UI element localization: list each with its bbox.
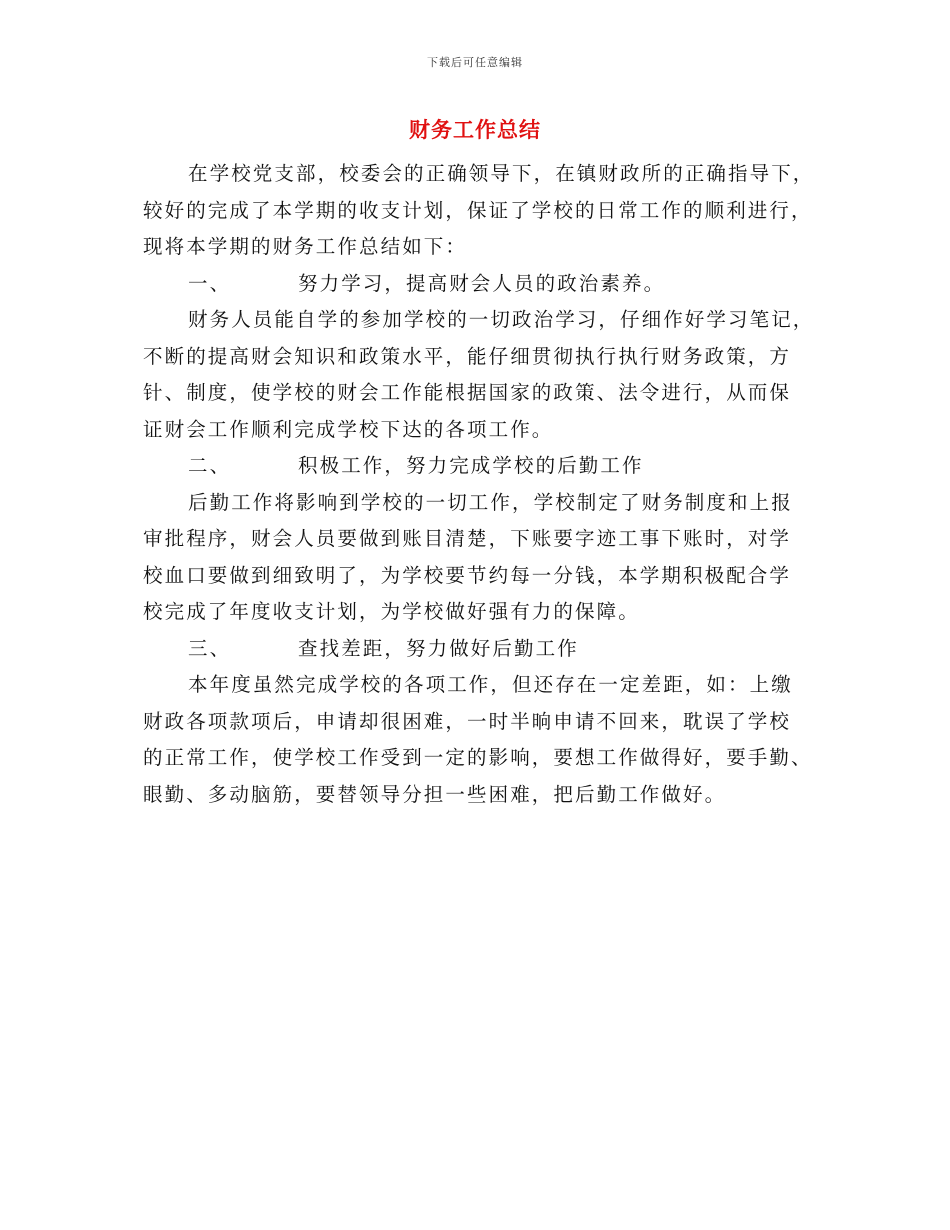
section-heading-text: 积极工作，努力完成学校的后勤工作 <box>298 454 644 477</box>
line-text: 证财会工作顺利完成学校下达的各项工作。 <box>143 417 554 441</box>
line-text: 较好的完成了本学期的收支计划，保证了学校的日常工作的顺利进行， <box>143 198 813 222</box>
line-text: 审批程序，财会人员要做到账目清楚，下账要字迹工事下账时，对学 <box>143 527 792 550</box>
line-text: 校血口要做到细致明了，为学校要节约每一分钱，本学期积极配合学 <box>143 563 792 587</box>
line-text: 的正常工作，使学校工作受到一定的影响，要想工作做得好，要手勤、 <box>143 746 813 769</box>
page-header-note: 下载后可任意编辑 <box>427 56 523 69</box>
section-number: 一、 <box>188 271 232 295</box>
body-text-line <box>143 375 815 412</box>
body-text-line <box>143 412 815 449</box>
line-text: 财政各项款项后，申请却很困难，一时半晌申请不回来，耽误了学校 <box>143 709 792 733</box>
body-text-line <box>143 777 815 814</box>
document-title: 财务工作总结 <box>409 118 541 142</box>
body-text-line <box>143 229 815 266</box>
body-text-line <box>143 156 815 193</box>
body-text-line <box>143 302 815 339</box>
section-heading <box>143 266 815 303</box>
line-text: 眼勤、多动脑筋，要替领导分担一些困难，把后勤工作做好。 <box>143 782 727 806</box>
line-text: 现将本学期的财务工作总结如下： <box>143 235 468 258</box>
document-body <box>143 156 815 813</box>
line-text: 校完成了年度收支计划，为学校做好强有力的保障。 <box>143 600 640 623</box>
line-text: 本年度虽然完成学校的各项工作，但还存在一定差距，如：上缴 <box>188 673 793 696</box>
line-text: 财务人员能自学的参加学校的一切政治学习，仔细作好学习笔记， <box>188 308 815 331</box>
line-text: 不断的提高财会知识和政策水平，能仔细贯彻执行执行财务政策，方 <box>143 344 792 368</box>
body-text-line <box>143 558 815 595</box>
body-text-line <box>143 193 815 230</box>
section-heading <box>143 631 815 668</box>
line-text: 在学校党支部，校委会的正确领导下，在镇财政所的正确指导下， <box>188 162 815 185</box>
body-text-line <box>143 704 815 741</box>
body-text-line <box>143 740 815 777</box>
section-heading-text: 查找差距，努力做好后勤工作 <box>298 636 579 660</box>
body-text-line <box>143 339 815 376</box>
body-text-line <box>143 485 815 522</box>
section-number: 三、 <box>188 636 232 660</box>
body-text-line <box>143 521 815 558</box>
section-number: 二、 <box>188 454 232 477</box>
line-text: 针、制度，使学校的财会工作能根据国家的政策、法令进行，从而保 <box>143 381 792 404</box>
body-text-line <box>143 594 815 631</box>
section-heading <box>143 448 815 485</box>
section-heading-text: 努力学习，提高财会人员的政治素养。 <box>298 271 666 295</box>
body-text-line <box>143 667 815 704</box>
line-text: 后勤工作将影响到学校的一切工作，学校制定了财务制度和上报 <box>188 490 793 514</box>
